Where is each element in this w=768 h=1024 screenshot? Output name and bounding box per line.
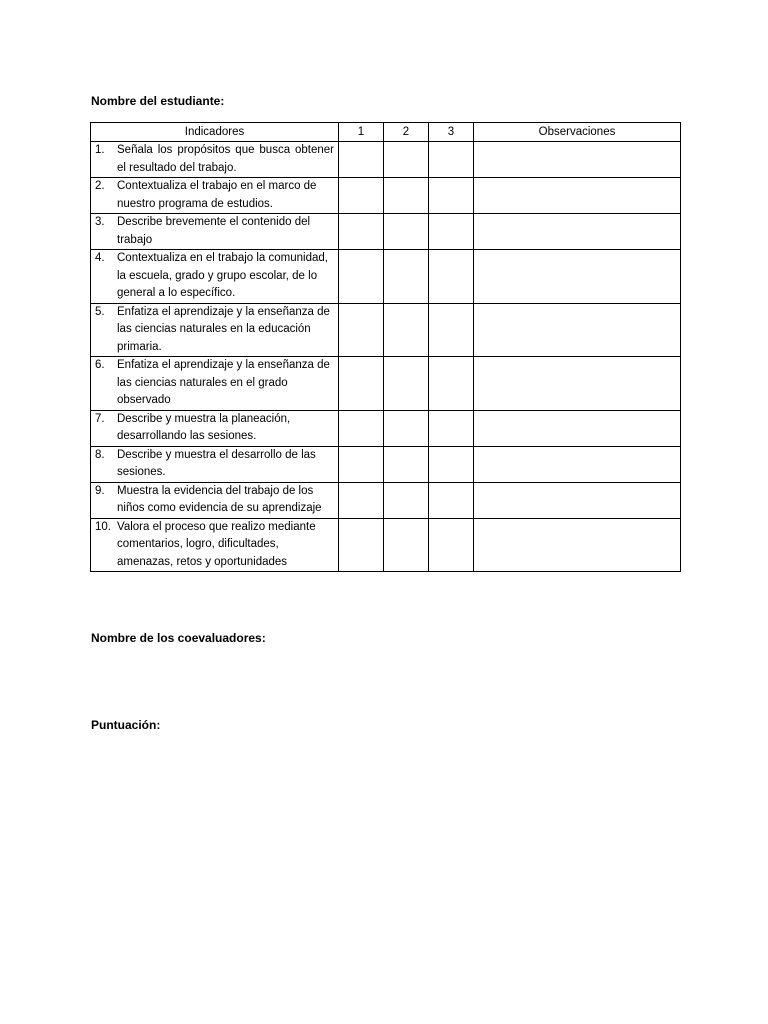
student-name-label: Nombre del estudiante: (91, 94, 225, 108)
rubric-table (90, 122, 681, 572)
table-row (91, 303, 681, 357)
observations-cell[interactable] (474, 357, 681, 411)
indicator-text: Describe y muestra la planeación, desarrollando las sesiones. (117, 412, 291, 442)
table-row (91, 518, 681, 572)
indicator-number: 2. (95, 180, 105, 192)
indicator-number: 5. (95, 305, 105, 318)
score-label: Puntuación: (91, 718, 161, 732)
observations-cell[interactable] (474, 214, 681, 250)
indicator-cell (91, 446, 339, 482)
header-score-2: 2 (384, 123, 429, 142)
indicator-cell (91, 303, 339, 357)
table-row (91, 250, 681, 304)
score-cell-2[interactable] (384, 250, 429, 304)
score-cell-1[interactable] (339, 178, 384, 214)
score-cell-3[interactable] (429, 142, 474, 178)
header-indicators: Indicadores (91, 123, 339, 142)
indicator-cell (91, 518, 339, 572)
score-cell-2[interactable] (384, 303, 429, 357)
indicator-text: Enfatiza el aprendizaje y la enseñanza de las ciencias naturales en el grado observado (117, 359, 330, 406)
indicator-text: Señala los propósitos que busca obtener el resultado del trabajo. (117, 144, 334, 174)
score-cell-1[interactable] (339, 214, 384, 250)
score-cell-3[interactable] (429, 518, 474, 572)
indicator-cell (91, 482, 339, 518)
coevaluators-label: Nombre de los coevaluadores: (91, 631, 266, 645)
indicator-text: Contextualiza el trabajo en el marco de nuestro programa de estudios. (117, 180, 317, 210)
score-cell-2[interactable] (384, 357, 429, 411)
score-cell-2[interactable] (384, 214, 429, 250)
indicator-text: Enfatiza el aprendizaje y la enseñanza de las ciencias naturales en la educación primaria. (117, 305, 330, 353)
score-cell-1[interactable] (339, 357, 384, 411)
observations-cell[interactable] (474, 518, 681, 572)
score-cell-2[interactable] (384, 178, 429, 214)
indicator-cell (91, 410, 339, 446)
table-row (91, 357, 681, 411)
observations-cell[interactable] (474, 303, 681, 357)
table-row (91, 214, 681, 250)
indicator-text: Describe brevemente el contenido del trabajo (117, 216, 311, 246)
score-cell-2[interactable] (384, 482, 429, 518)
indicator-number: 1. (95, 144, 105, 156)
score-cell-3[interactable] (429, 250, 474, 304)
score-cell-1[interactable] (339, 446, 384, 482)
score-cell-3[interactable] (429, 357, 474, 411)
indicator-number: 9. (95, 484, 105, 497)
observations-cell[interactable] (474, 250, 681, 304)
observations-cell[interactable] (474, 446, 681, 482)
indicator-number: 10. (95, 520, 111, 533)
table-row (91, 178, 681, 214)
observations-cell[interactable] (474, 482, 681, 518)
score-cell-2[interactable] (384, 142, 429, 178)
indicator-number: 4. (95, 252, 105, 264)
indicator-text: Valora el proceso que realizo mediante comentarios, logro, dificultades, amenazas, retos y oportunidades (117, 520, 316, 568)
indicator-cell (91, 250, 339, 304)
score-cell-1[interactable] (339, 303, 384, 357)
indicator-number: 3. (95, 216, 105, 228)
header-observations: Observaciones (474, 123, 681, 142)
table-row (91, 446, 681, 482)
indicator-cell (91, 214, 339, 250)
indicator-number: 6. (95, 359, 105, 371)
score-cell-1[interactable] (339, 250, 384, 304)
score-cell-3[interactable] (429, 482, 474, 518)
indicator-text: Contextualiza en el trabajo la comunidad, la escuela, grado y grupo escolar, de lo general a lo específico. (117, 252, 328, 299)
score-cell-3[interactable] (429, 178, 474, 214)
indicator-number: 7. (95, 412, 105, 425)
table-row (91, 142, 681, 178)
header-score-3: 3 (429, 123, 474, 142)
score-cell-1[interactable] (339, 410, 384, 446)
indicator-cell (91, 178, 339, 214)
indicator-text: Muestra la evidencia del trabajo de los niños como evidencia de su aprendizaje (117, 484, 322, 514)
header-score-1: 1 (339, 123, 384, 142)
table-row (91, 482, 681, 518)
indicator-number: 8. (95, 448, 105, 461)
observations-cell[interactable] (474, 410, 681, 446)
table-header-row (91, 123, 681, 142)
indicator-text: Describe y muestra el desarrollo de las sesiones. (117, 448, 316, 478)
observations-cell[interactable] (474, 178, 681, 214)
table-row (91, 410, 681, 446)
score-cell-2[interactable] (384, 446, 429, 482)
indicator-cell (91, 357, 339, 411)
score-cell-3[interactable] (429, 446, 474, 482)
score-cell-1[interactable] (339, 142, 384, 178)
score-cell-3[interactable] (429, 303, 474, 357)
score-cell-2[interactable] (384, 410, 429, 446)
score-cell-3[interactable] (429, 410, 474, 446)
score-cell-1[interactable] (339, 482, 384, 518)
score-cell-2[interactable] (384, 518, 429, 572)
observations-cell[interactable] (474, 142, 681, 178)
score-cell-1[interactable] (339, 518, 384, 572)
indicator-cell (91, 142, 339, 178)
score-cell-3[interactable] (429, 214, 474, 250)
